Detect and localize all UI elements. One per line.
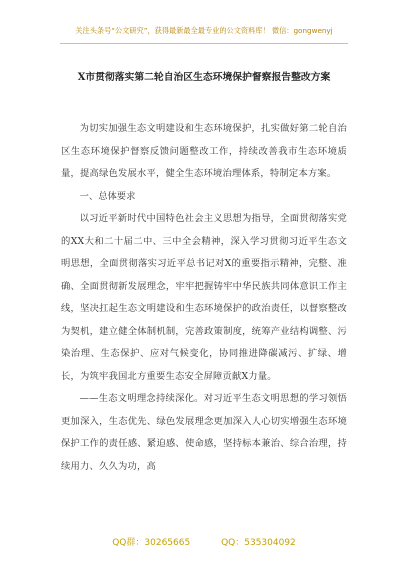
body-paragraph: ——生态文明理念持续深化。对习近平生态文明思想的学习领悟更加深入，生态优先、绿色发展理念更加深入人心切实增强生态环境保护工作的责任感、紧迫感、使命感，坚持标本兼治、综合治理，持续用力、久久为功，高 (61, 393, 347, 472)
document-body (61, 118, 347, 478)
document-title: X市贯彻落实第二轮自治区生态环境保护督察报告整改方案 (77, 72, 331, 83)
header-divider (60, 43, 348, 44)
section-heading: 一、总体要求 (79, 190, 136, 202)
footer-qq: QQ：535304092 (221, 538, 296, 548)
body-paragraph: 以习近平新时代中国特色社会主义思想为指导，全面贯彻落实党的XX大和二十届二中、三中全会精神，深入学习贯彻习近平生态文明思想，全面贯彻落实习近平总书记对X的重要指示精神，完整、准确、全面贯彻新发展理念，牢牢把握铸牢中华民族共同体意识工作主线，坚决扛起生态文明建设和生态环境保护的政治责任，以督察整改为契机，建立健全体制机制，完善政策制度，统筹产业结构调整、污染治理、生态保护、应对气候变化，协同推进降碳减污、扩绿、增长，为筑牢我国北方重要生态安全屏障贡献X力量。 (61, 213, 347, 382)
footer-qq-group: QQ群：30265665 (112, 538, 191, 548)
intro-paragraph: 为切实加强生态文明建设和生态环境保护，扎实做好第二轮自治区生态环境保护督察反馈问题整改工作，持续改善我市生态环境质量，提高绿色发展水平，健全生态环境治理体系，特制定本方案。 (61, 123, 347, 179)
header-note: 关注头条号“公文研究”，获得最新最全最专业的公文资料库！ 微信：gongwenyj (75, 26, 333, 35)
footer-contact (0, 537, 408, 549)
